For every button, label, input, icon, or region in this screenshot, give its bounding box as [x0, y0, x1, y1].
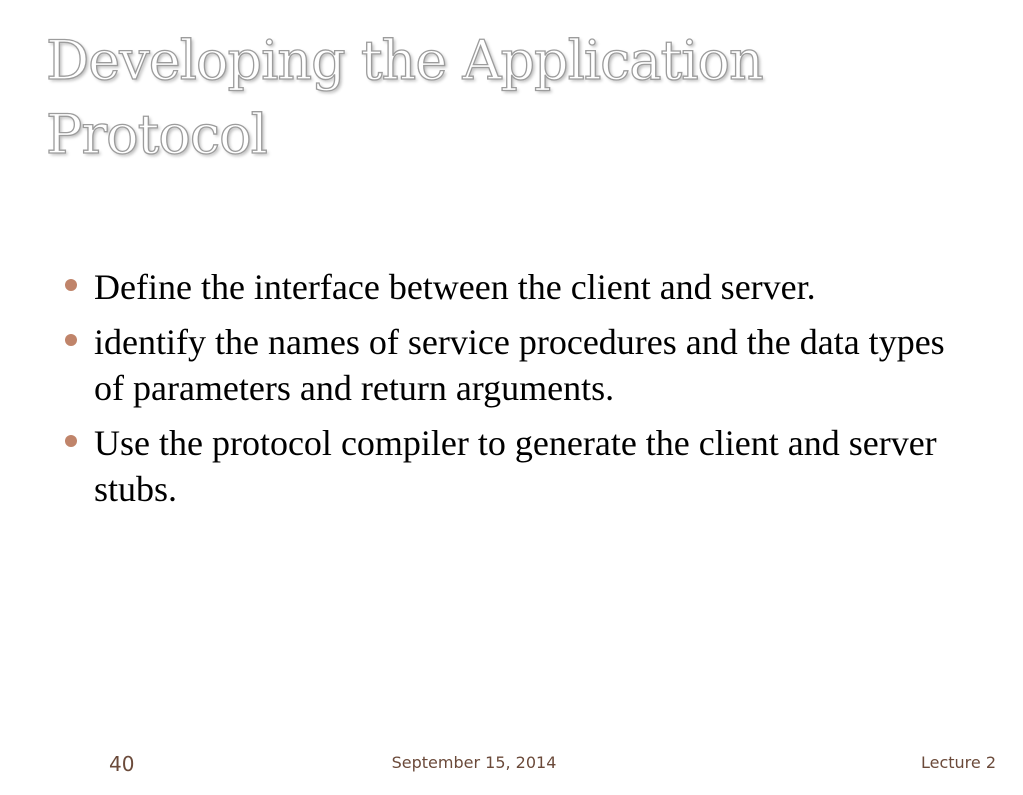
bullet-dot-icon: [65, 279, 77, 291]
footer-date: September 15, 2014: [391, 753, 557, 772]
bullet-dot-icon: [65, 334, 77, 346]
bullet-dot-icon: [65, 435, 77, 447]
footer-lecture: Lecture 2: [920, 753, 996, 772]
bullet-text: Use the protocol compiler to generate the client and server stubs.: [94, 423, 937, 509]
slide-title: Developing the Application Protocol: [46, 29, 763, 166]
list-item: [64, 420, 964, 512]
bullet-text: Define the interface between the client and server.: [94, 267, 816, 307]
list-item: [64, 319, 964, 411]
bullet-list: [64, 264, 964, 521]
list-item: [64, 264, 964, 310]
bullet-text: identify the names of service procedures and the data types of parameters and return arguments.: [94, 322, 945, 408]
page-number: 40: [109, 752, 135, 776]
